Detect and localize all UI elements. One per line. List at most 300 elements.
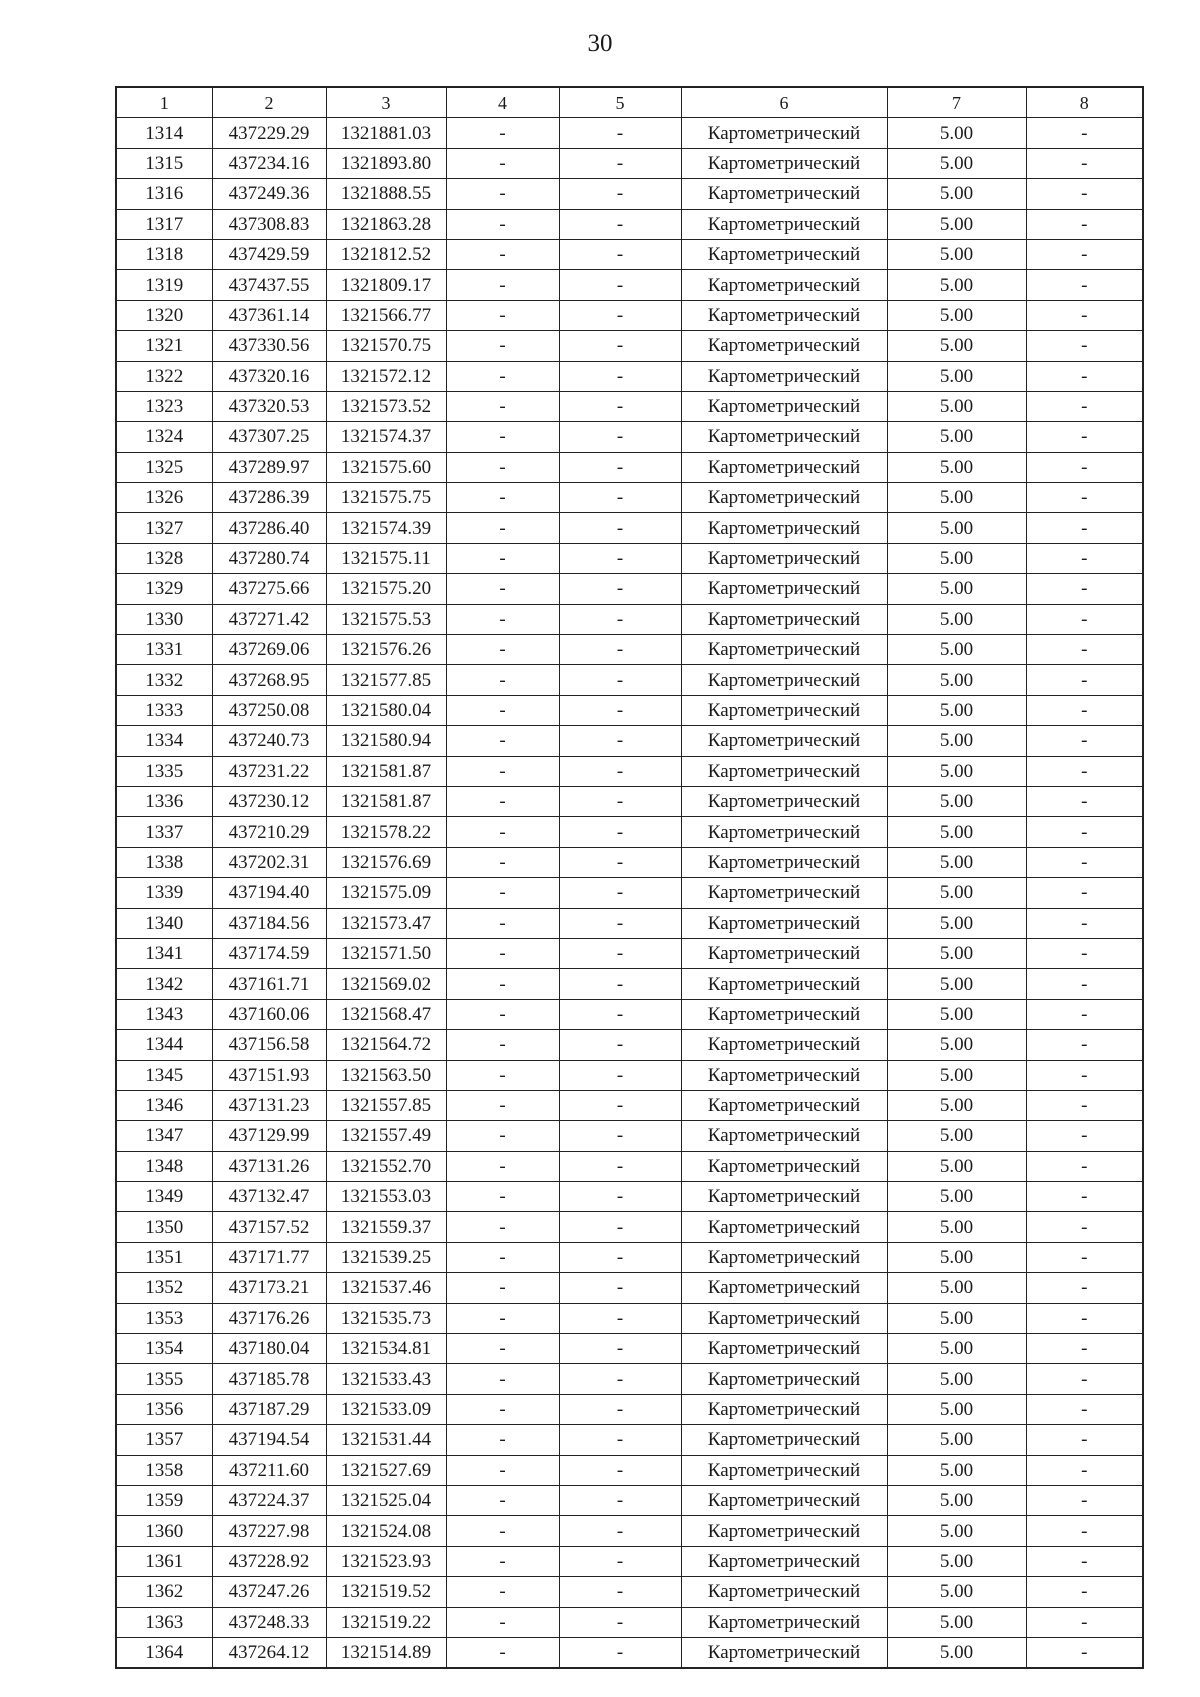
y-coordinate-cell: 1321537.46	[326, 1273, 446, 1303]
x-coordinate-cell: 437210.29	[212, 817, 326, 847]
y-coordinate-cell: 1321580.94	[326, 726, 446, 756]
column-5-cell: -	[559, 1425, 681, 1455]
x-coordinate-cell: 437269.06	[212, 635, 326, 665]
column-5-cell: -	[559, 391, 681, 421]
point-number-cell: 1339	[116, 878, 212, 908]
x-coordinate-cell: 437289.97	[212, 452, 326, 482]
x-coordinate-cell: 437286.39	[212, 483, 326, 513]
column-5-cell: -	[559, 908, 681, 938]
column-header-8: 8	[1026, 87, 1143, 118]
table-row	[116, 391, 1143, 421]
column-8-cell: -	[1026, 1121, 1143, 1151]
column-8-cell: -	[1026, 1273, 1143, 1303]
column-5-cell: -	[559, 1151, 681, 1181]
column-8-cell: -	[1026, 1151, 1143, 1181]
accuracy-cell: 5.00	[887, 331, 1026, 361]
method-cell: Картометрический	[681, 1151, 887, 1181]
point-number-cell: 1355	[116, 1364, 212, 1394]
accuracy-cell: 5.00	[887, 756, 1026, 786]
y-coordinate-cell: 1321552.70	[326, 1151, 446, 1181]
column-5-cell: -	[559, 878, 681, 908]
y-coordinate-cell: 1321576.26	[326, 635, 446, 665]
table-row	[116, 361, 1143, 391]
column-8-cell: -	[1026, 1060, 1143, 1090]
point-number-cell: 1362	[116, 1577, 212, 1607]
y-coordinate-cell: 1321812.52	[326, 239, 446, 269]
method-cell: Картометрический	[681, 452, 887, 482]
table-row	[116, 817, 1143, 847]
point-number-cell: 1364	[116, 1637, 212, 1668]
method-cell: Картометрический	[681, 483, 887, 513]
x-coordinate-cell: 437129.99	[212, 1121, 326, 1151]
column-4-cell: -	[446, 1425, 559, 1455]
y-coordinate-cell: 1321553.03	[326, 1182, 446, 1212]
x-coordinate-cell: 437187.29	[212, 1394, 326, 1424]
table-row	[116, 1182, 1143, 1212]
column-8-cell: -	[1026, 148, 1143, 178]
point-number-cell: 1317	[116, 209, 212, 239]
column-8-cell: -	[1026, 847, 1143, 877]
table-row	[116, 1090, 1143, 1120]
point-number-cell: 1323	[116, 391, 212, 421]
method-cell: Картометрический	[681, 1546, 887, 1576]
column-5-cell: -	[559, 422, 681, 452]
accuracy-cell: 5.00	[887, 635, 1026, 665]
column-4-cell: -	[446, 1455, 559, 1485]
point-number-cell: 1363	[116, 1607, 212, 1637]
column-5-cell: -	[559, 695, 681, 725]
column-8-cell: -	[1026, 483, 1143, 513]
accuracy-cell: 5.00	[887, 1212, 1026, 1242]
accuracy-cell: 5.00	[887, 1455, 1026, 1485]
y-coordinate-cell: 1321581.87	[326, 756, 446, 786]
accuracy-cell: 5.00	[887, 1577, 1026, 1607]
column-5-cell: -	[559, 847, 681, 877]
table-row	[116, 1394, 1143, 1424]
column-4-cell: -	[446, 513, 559, 543]
table-row	[116, 1607, 1143, 1637]
table-row	[116, 574, 1143, 604]
column-4-cell: -	[446, 239, 559, 269]
accuracy-cell: 5.00	[887, 695, 1026, 725]
column-4-cell: -	[446, 148, 559, 178]
point-number-cell: 1346	[116, 1090, 212, 1120]
column-4-cell: -	[446, 1212, 559, 1242]
column-8-cell: -	[1026, 1607, 1143, 1637]
point-number-cell: 1331	[116, 635, 212, 665]
accuracy-cell: 5.00	[887, 483, 1026, 513]
column-8-cell: -	[1026, 695, 1143, 725]
y-coordinate-cell: 1321573.52	[326, 391, 446, 421]
method-cell: Картометрический	[681, 1303, 887, 1333]
column-8-cell: -	[1026, 1364, 1143, 1394]
column-5-cell: -	[559, 483, 681, 513]
column-8-cell: -	[1026, 1242, 1143, 1272]
column-5-cell: -	[559, 1394, 681, 1424]
column-5-cell: -	[559, 148, 681, 178]
method-cell: Картометрический	[681, 786, 887, 816]
y-coordinate-cell: 1321539.25	[326, 1242, 446, 1272]
column-4-cell: -	[446, 1546, 559, 1576]
column-8-cell: -	[1026, 1546, 1143, 1576]
method-cell: Картометрический	[681, 1334, 887, 1364]
method-cell: Картометрический	[681, 1121, 887, 1151]
point-number-cell: 1326	[116, 483, 212, 513]
accuracy-cell: 5.00	[887, 1364, 1026, 1394]
column-5-cell: -	[559, 1090, 681, 1120]
column-4-cell: -	[446, 422, 559, 452]
point-number-cell: 1340	[116, 908, 212, 938]
column-4-cell: -	[446, 1060, 559, 1090]
y-coordinate-cell: 1321574.37	[326, 422, 446, 452]
table-row	[116, 543, 1143, 573]
column-8-cell: -	[1026, 513, 1143, 543]
method-cell: Картометрический	[681, 635, 887, 665]
x-coordinate-cell: 437234.16	[212, 148, 326, 178]
x-coordinate-cell: 437132.47	[212, 1182, 326, 1212]
method-cell: Картометрический	[681, 270, 887, 300]
column-4-cell: -	[446, 452, 559, 482]
method-cell: Картометрический	[681, 908, 887, 938]
column-8-cell: -	[1026, 1485, 1143, 1515]
accuracy-cell: 5.00	[887, 969, 1026, 999]
column-4-cell: -	[446, 1577, 559, 1607]
column-4-cell: -	[446, 969, 559, 999]
method-cell: Картометрический	[681, 726, 887, 756]
x-coordinate-cell: 437224.37	[212, 1485, 326, 1515]
table-row	[116, 665, 1143, 695]
column-8-cell: -	[1026, 1182, 1143, 1212]
column-5-cell: -	[559, 999, 681, 1029]
column-5-cell: -	[559, 756, 681, 786]
column-8-cell: -	[1026, 908, 1143, 938]
method-cell: Картометрический	[681, 422, 887, 452]
table-row	[116, 1030, 1143, 1060]
y-coordinate-cell: 1321575.60	[326, 452, 446, 482]
column-5-cell: -	[559, 1212, 681, 1242]
x-coordinate-cell: 437248.33	[212, 1607, 326, 1637]
method-cell: Картометрический	[681, 938, 887, 968]
column-5-cell: -	[559, 179, 681, 209]
y-coordinate-cell: 1321578.22	[326, 817, 446, 847]
accuracy-cell: 5.00	[887, 574, 1026, 604]
column-8-cell: -	[1026, 726, 1143, 756]
column-8-cell: -	[1026, 1394, 1143, 1424]
point-number-cell: 1319	[116, 270, 212, 300]
y-coordinate-cell: 1321809.17	[326, 270, 446, 300]
column-5-cell: -	[559, 1273, 681, 1303]
column-8-cell: -	[1026, 391, 1143, 421]
table-row	[116, 179, 1143, 209]
y-coordinate-cell: 1321888.55	[326, 179, 446, 209]
x-coordinate-cell: 437307.25	[212, 422, 326, 452]
column-5-cell: -	[559, 118, 681, 148]
table-row	[116, 969, 1143, 999]
y-coordinate-cell: 1321533.43	[326, 1364, 446, 1394]
point-number-cell: 1325	[116, 452, 212, 482]
method-cell: Картометрический	[681, 300, 887, 330]
column-8-cell: -	[1026, 300, 1143, 330]
accuracy-cell: 5.00	[887, 1182, 1026, 1212]
x-coordinate-cell: 437247.26	[212, 1577, 326, 1607]
column-header-5: 5	[559, 87, 681, 118]
point-number-cell: 1359	[116, 1485, 212, 1515]
method-cell: Картометрический	[681, 1516, 887, 1546]
accuracy-cell: 5.00	[887, 908, 1026, 938]
point-number-cell: 1327	[116, 513, 212, 543]
column-5-cell: -	[559, 1121, 681, 1151]
point-number-cell: 1336	[116, 786, 212, 816]
column-5-cell: -	[559, 1607, 681, 1637]
column-8-cell: -	[1026, 1577, 1143, 1607]
column-8-cell: -	[1026, 118, 1143, 148]
column-8-cell: -	[1026, 361, 1143, 391]
x-coordinate-cell: 437275.66	[212, 574, 326, 604]
accuracy-cell: 5.00	[887, 543, 1026, 573]
column-4-cell: -	[446, 361, 559, 391]
column-4-cell: -	[446, 695, 559, 725]
y-coordinate-cell: 1321557.85	[326, 1090, 446, 1120]
x-coordinate-cell: 437361.14	[212, 300, 326, 330]
method-cell: Картометрический	[681, 847, 887, 877]
column-4-cell: -	[446, 786, 559, 816]
table-row	[116, 148, 1143, 178]
table-row	[116, 635, 1143, 665]
y-coordinate-cell: 1321575.75	[326, 483, 446, 513]
column-4-cell: -	[446, 847, 559, 877]
column-5-cell: -	[559, 1637, 681, 1668]
table-row	[116, 1303, 1143, 1333]
column-8-cell: -	[1026, 270, 1143, 300]
x-coordinate-cell: 437268.95	[212, 665, 326, 695]
x-coordinate-cell: 437194.54	[212, 1425, 326, 1455]
y-coordinate-cell: 1321575.20	[326, 574, 446, 604]
column-5-cell: -	[559, 938, 681, 968]
y-coordinate-cell: 1321580.04	[326, 695, 446, 725]
column-5-cell: -	[559, 1182, 681, 1212]
table-row	[116, 1364, 1143, 1394]
point-number-cell: 1316	[116, 179, 212, 209]
accuracy-cell: 5.00	[887, 148, 1026, 178]
accuracy-cell: 5.00	[887, 1121, 1026, 1151]
column-5-cell: -	[559, 1303, 681, 1333]
accuracy-cell: 5.00	[887, 118, 1026, 148]
column-4-cell: -	[446, 756, 559, 786]
column-5-cell: -	[559, 270, 681, 300]
table-row	[116, 999, 1143, 1029]
method-cell: Картометрический	[681, 665, 887, 695]
x-coordinate-cell: 437161.71	[212, 969, 326, 999]
table-row	[116, 118, 1143, 148]
column-8-cell: -	[1026, 239, 1143, 269]
table-body	[116, 118, 1143, 1668]
point-number-cell: 1324	[116, 422, 212, 452]
table-row	[116, 270, 1143, 300]
point-number-cell: 1356	[116, 1394, 212, 1424]
method-cell: Картометрический	[681, 179, 887, 209]
accuracy-cell: 5.00	[887, 1425, 1026, 1455]
table-row	[116, 1485, 1143, 1515]
table-row	[116, 1637, 1143, 1668]
x-coordinate-cell: 437429.59	[212, 239, 326, 269]
x-coordinate-cell: 437180.04	[212, 1334, 326, 1364]
column-8-cell: -	[1026, 786, 1143, 816]
method-cell: Картометрический	[681, 361, 887, 391]
method-cell: Картометрический	[681, 391, 887, 421]
x-coordinate-cell: 437437.55	[212, 270, 326, 300]
table-row	[116, 1455, 1143, 1485]
x-coordinate-cell: 437230.12	[212, 786, 326, 816]
table-row	[116, 1425, 1143, 1455]
accuracy-cell: 5.00	[887, 300, 1026, 330]
column-4-cell: -	[446, 1090, 559, 1120]
point-number-cell: 1358	[116, 1455, 212, 1485]
accuracy-cell: 5.00	[887, 1546, 1026, 1576]
accuracy-cell: 5.00	[887, 1394, 1026, 1424]
x-coordinate-cell: 437151.93	[212, 1060, 326, 1090]
accuracy-cell: 5.00	[887, 513, 1026, 543]
column-8-cell: -	[1026, 1516, 1143, 1546]
method-cell: Картометрический	[681, 1060, 887, 1090]
y-coordinate-cell: 1321523.93	[326, 1546, 446, 1576]
column-5-cell: -	[559, 817, 681, 847]
column-5-cell: -	[559, 969, 681, 999]
column-5-cell: -	[559, 1455, 681, 1485]
column-4-cell: -	[446, 331, 559, 361]
column-header-6: 6	[681, 87, 887, 118]
accuracy-cell: 5.00	[887, 817, 1026, 847]
column-4-cell: -	[446, 604, 559, 634]
table-row	[116, 1151, 1143, 1181]
x-coordinate-cell: 437320.16	[212, 361, 326, 391]
table-row	[116, 726, 1143, 756]
x-coordinate-cell: 437202.31	[212, 847, 326, 877]
column-4-cell: -	[446, 118, 559, 148]
point-number-cell: 1334	[116, 726, 212, 756]
table-row	[116, 209, 1143, 239]
column-8-cell: -	[1026, 331, 1143, 361]
x-coordinate-cell: 437173.21	[212, 1273, 326, 1303]
table-row	[116, 1334, 1143, 1364]
column-4-cell: -	[446, 908, 559, 938]
column-4-cell: -	[446, 1182, 559, 1212]
x-coordinate-cell: 437194.40	[212, 878, 326, 908]
method-cell: Картометрический	[681, 209, 887, 239]
x-coordinate-cell: 437211.60	[212, 1455, 326, 1485]
point-number-cell: 1345	[116, 1060, 212, 1090]
accuracy-cell: 5.00	[887, 391, 1026, 421]
point-number-cell: 1354	[116, 1334, 212, 1364]
column-header-4: 4	[446, 87, 559, 118]
y-coordinate-cell: 1321514.89	[326, 1637, 446, 1668]
column-5-cell: -	[559, 1334, 681, 1364]
x-coordinate-cell: 437157.52	[212, 1212, 326, 1242]
x-coordinate-cell: 437286.40	[212, 513, 326, 543]
y-coordinate-cell: 1321893.80	[326, 148, 446, 178]
table-row	[116, 1546, 1143, 1576]
accuracy-cell: 5.00	[887, 361, 1026, 391]
column-4-cell: -	[446, 999, 559, 1029]
method-cell: Картометрический	[681, 604, 887, 634]
accuracy-cell: 5.00	[887, 209, 1026, 239]
column-8-cell: -	[1026, 1030, 1143, 1060]
x-coordinate-cell: 437156.58	[212, 1030, 326, 1060]
accuracy-cell: 5.00	[887, 1334, 1026, 1364]
column-4-cell: -	[446, 574, 559, 604]
table-row	[116, 695, 1143, 725]
table-row	[116, 908, 1143, 938]
column-4-cell: -	[446, 483, 559, 513]
column-4-cell: -	[446, 1151, 559, 1181]
column-4-cell: -	[446, 665, 559, 695]
point-number-cell: 1320	[116, 300, 212, 330]
x-coordinate-cell: 437131.23	[212, 1090, 326, 1120]
method-cell: Картометрический	[681, 543, 887, 573]
accuracy-cell: 5.00	[887, 270, 1026, 300]
x-coordinate-cell: 437271.42	[212, 604, 326, 634]
x-coordinate-cell: 437231.22	[212, 756, 326, 786]
method-cell: Картометрический	[681, 239, 887, 269]
column-8-cell: -	[1026, 1303, 1143, 1333]
y-coordinate-cell: 1321577.85	[326, 665, 446, 695]
y-coordinate-cell: 1321574.39	[326, 513, 446, 543]
table-row	[116, 239, 1143, 269]
accuracy-cell: 5.00	[887, 786, 1026, 816]
x-coordinate-cell: 437330.56	[212, 331, 326, 361]
point-number-cell: 1333	[116, 695, 212, 725]
column-4-cell: -	[446, 270, 559, 300]
x-coordinate-cell: 437160.06	[212, 999, 326, 1029]
accuracy-cell: 5.00	[887, 1151, 1026, 1181]
method-cell: Картометрический	[681, 1485, 887, 1515]
method-cell: Картометрический	[681, 513, 887, 543]
column-8-cell: -	[1026, 938, 1143, 968]
column-5-cell: -	[559, 604, 681, 634]
y-coordinate-cell: 1321569.02	[326, 969, 446, 999]
table-row	[116, 1516, 1143, 1546]
table-row	[116, 1577, 1143, 1607]
accuracy-cell: 5.00	[887, 239, 1026, 269]
accuracy-cell: 5.00	[887, 1090, 1026, 1120]
point-number-cell: 1343	[116, 999, 212, 1029]
method-cell: Картометрический	[681, 1273, 887, 1303]
y-coordinate-cell: 1321575.11	[326, 543, 446, 573]
x-coordinate-cell: 437229.29	[212, 118, 326, 148]
column-5-cell: -	[559, 1485, 681, 1515]
accuracy-cell: 5.00	[887, 726, 1026, 756]
x-coordinate-cell: 437280.74	[212, 543, 326, 573]
point-number-cell: 1361	[116, 1546, 212, 1576]
y-coordinate-cell: 1321531.44	[326, 1425, 446, 1455]
column-4-cell: -	[446, 726, 559, 756]
accuracy-cell: 5.00	[887, 1637, 1026, 1668]
x-coordinate-cell: 437320.53	[212, 391, 326, 421]
column-4-cell: -	[446, 543, 559, 573]
table-row	[116, 513, 1143, 543]
table-row	[116, 1212, 1143, 1242]
column-5-cell: -	[559, 1030, 681, 1060]
table-row	[116, 331, 1143, 361]
column-8-cell: -	[1026, 543, 1143, 573]
column-5-cell: -	[559, 513, 681, 543]
column-4-cell: -	[446, 209, 559, 239]
y-coordinate-cell: 1321557.49	[326, 1121, 446, 1151]
y-coordinate-cell: 1321534.81	[326, 1334, 446, 1364]
table-row	[116, 483, 1143, 513]
accuracy-cell: 5.00	[887, 1607, 1026, 1637]
point-number-cell: 1314	[116, 118, 212, 148]
point-number-cell: 1328	[116, 543, 212, 573]
